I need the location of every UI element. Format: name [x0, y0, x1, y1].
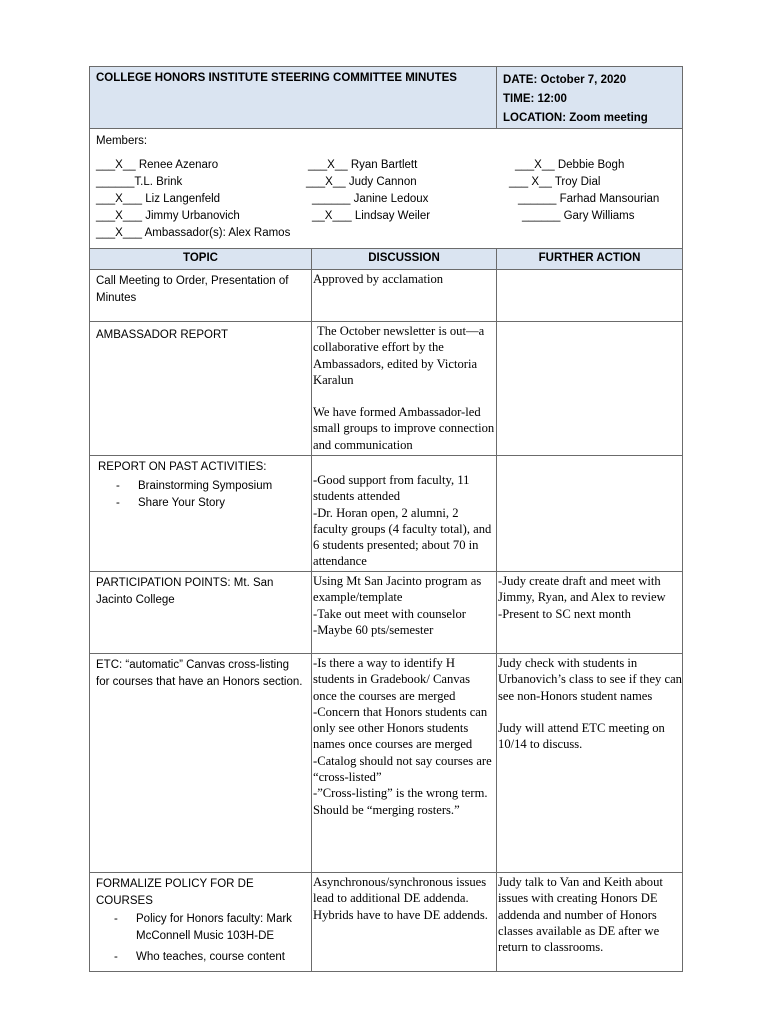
discussion-cell [312, 572, 496, 638]
topic-list [96, 911, 305, 966]
topic-cell: AMBASSADOR REPORT [96, 329, 229, 341]
meeting-date: DATE: October 7, 2020 [503, 74, 627, 86]
discussion-cell [312, 654, 496, 818]
member-entry: ______ Gary Williams [522, 210, 635, 222]
topic-heading: REPORT ON PAST ACTIVITIES: [98, 461, 267, 473]
column-header-topic: TOPIC [90, 249, 312, 270]
discussion-line: -Good support from faculty, 11 students attended [313, 473, 470, 504]
table-row [90, 270, 683, 322]
member-entry: ___X__ Debbie Bogh [515, 159, 625, 171]
discussion-line: -Is there a way to identify H students in Gradebook/ Canvas once the courses are merged [313, 656, 471, 703]
topic-list [98, 478, 305, 512]
discussion-line: Asynchronous/synchronous issues lead to additional DE addenda. Hybrids have to have DE addends. [313, 875, 488, 922]
member-entry: ______ Farhad Mansourian [518, 193, 660, 205]
members-label: Members: [96, 135, 148, 147]
topic-list-item: - Share Your Story [98, 495, 305, 512]
action-cell [497, 572, 682, 622]
table-row [90, 654, 683, 873]
member-entry: ___X___ Jimmy Urbanovich [96, 210, 240, 222]
action-line: Judy will attend ETC meeting on 10/14 to discuss. [498, 720, 665, 752]
discussion-line: Approved by acclamation [313, 272, 444, 286]
discussion-cell [312, 270, 496, 287]
document-title: COLLEGE HONORS INSTITUTE STEERING COMMITTEE MINUTES [96, 72, 457, 84]
table-row [90, 456, 683, 572]
action-cell [497, 322, 682, 323]
topic-list-item: - Who teaches, course content [96, 949, 305, 966]
member-entry: ___X___ Liz Langenfeld [96, 193, 221, 205]
meeting-time: TIME: 12:00 [503, 93, 567, 105]
column-header-further-action: FURTHER ACTION [497, 249, 683, 270]
action-cell [497, 654, 682, 752]
discussion-line: The October newsletter is out—a collaborative effort by the Ambassadors, edited by Victoria Karalun [313, 324, 485, 387]
topic-cell [90, 873, 311, 966]
discussion-line: -Concern that Honors students can only see other Honors students names once courses are merged [313, 704, 488, 752]
discussion-line: -”Cross-listing” is the wrong term. Should be “merging rosters.” [313, 786, 488, 817]
discussion-cell [312, 873, 496, 923]
table-row [90, 873, 683, 972]
member-entry: ___X__ Judy Cannon [306, 176, 417, 188]
member-entry: ___ X__ Troy Dial [509, 176, 601, 188]
header-title-cell [90, 67, 497, 129]
discussion-line: Using Mt San Jacinto program as example/template [313, 574, 482, 605]
minutes-table [89, 66, 683, 972]
header-meta-cell [497, 67, 683, 129]
topic-cell: PARTICIPATION POINTS: Mt. San Jacinto College [96, 577, 274, 606]
members-section [90, 129, 682, 248]
discussion-line: We have formed Ambassador-led small groups to improve connection and communication [313, 405, 495, 452]
topic-list-item: - Brainstorming Symposium [98, 478, 305, 495]
action-line: -Present to SC next month [498, 606, 631, 621]
discussion-cell [312, 322, 496, 453]
column-header-discussion: DISCUSSION [312, 249, 497, 270]
members-cell [90, 129, 683, 249]
discussion-line: -Dr. Horan open, 2 alumni, 2 faculty groups (4 faculty total), and 6 students presented; about 70 in attendance [313, 505, 492, 569]
topic-cell: Call Meeting to Order, Presentation of Minutes [96, 275, 289, 304]
action-cell [497, 456, 682, 457]
member-entry: ___X__ Ryan Bartlett [308, 159, 418, 171]
table-row [90, 322, 683, 456]
member-entry: __X___ Lindsay Weiler [312, 210, 431, 222]
member-entry: ______ Janine Ledoux [312, 193, 429, 205]
action-line: -Judy create draft and meet with Jimmy, Ryan, and Alex to review [498, 574, 666, 605]
action-line: Judy check with students in Urbanovich’s class to see if they can see non-Honors student names [498, 656, 682, 703]
topic-list-item: - Policy for Honors faculty: Mark McConnell Music 103H-DE [96, 911, 305, 945]
topic-cell: ETC: “automatic” Canvas cross-listing for courses that have an Honors section. [96, 659, 303, 688]
member-entry: ______T.L. Brink [96, 176, 183, 188]
discussion-line: -Take out meet with counselor [313, 606, 466, 621]
discussion-line: -Maybe 60 pts/semester [313, 622, 434, 637]
discussion-line: -Catalog should not say courses are “cross-listed” [313, 753, 492, 785]
member-entry: ___X__ Renee Azenaro [96, 159, 219, 171]
topic-heading: FORMALIZE POLICY FOR DE COURSES [96, 878, 254, 907]
action-cell [497, 270, 682, 271]
table-row [90, 572, 683, 654]
discussion-cell [312, 456, 496, 570]
meeting-location: LOCATION: Zoom meeting [503, 112, 648, 124]
topic-cell [90, 456, 311, 512]
action-cell [497, 873, 682, 955]
action-line: Judy talk to Van and Keith about issues with creating Honors DE addenda and number of Honors classes available as DE after we return to classrooms. [498, 875, 663, 955]
member-entry: ___X___ Ambassador(s): Alex Ramos [96, 227, 291, 239]
